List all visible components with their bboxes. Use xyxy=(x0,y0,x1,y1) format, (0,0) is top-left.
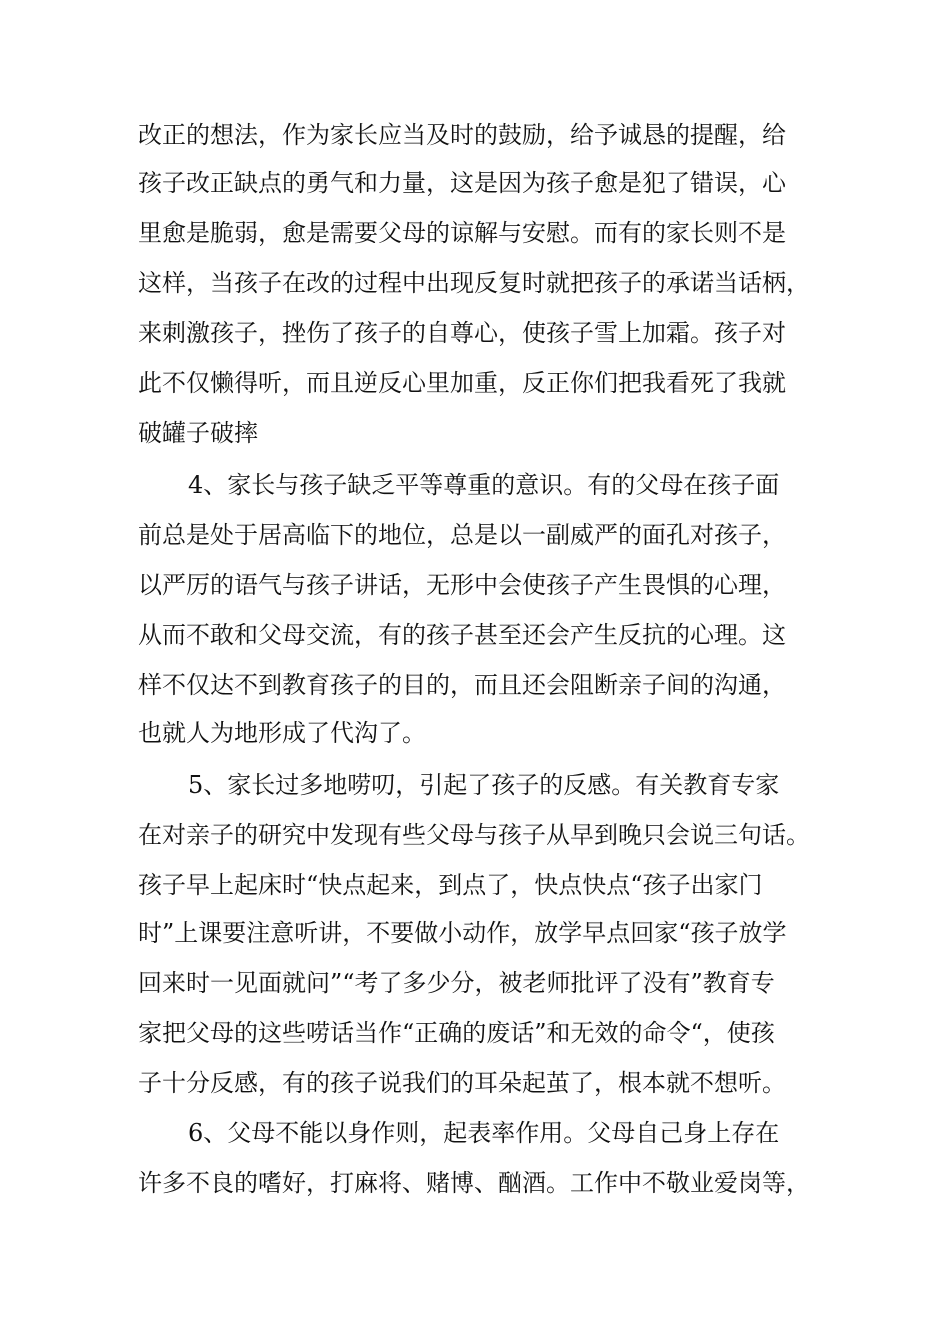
text-line: 回来时一见面就问”“考了多少分，被老师批评了没有”教育专 xyxy=(138,969,775,997)
text-line: 以严厉的语气与孩子讲话，无形中会使孩子产生畏惧的心理， xyxy=(138,571,786,599)
text-line: 也就人为地形成了代沟了。 xyxy=(138,719,426,747)
text-line: 家把父母的这些唠话当作“正确的废话”和无效的命令“，使孩 xyxy=(138,1019,775,1047)
text-line: 孩子早上起床时“快点起来，到点了，快点快点“孩子出家门 xyxy=(138,871,763,899)
text-line: 这样，当孩子在改的过程中出现反复时就把孩子的承诺当话柄， xyxy=(138,269,810,297)
text-line: 在对亲子的研究中发现有些父母与孩子从早到晚只会说三句话。 xyxy=(138,821,810,849)
text-line: 来刺激孩子，挫伤了孩子的自尊心，使孩子雪上加霜。孩子对 xyxy=(138,319,786,347)
text-line: 从而不敢和父母交流，有的孩子甚至还会产生反抗的心理。这 xyxy=(138,621,786,649)
paragraph-first-line: 4、家长与孩子缺乏平等尊重的意识。有的父母在孩子面 xyxy=(188,471,780,499)
text-line: 里愈是脆弱，愈是需要父母的谅解与安慰。而有的家长则不是 xyxy=(138,219,786,247)
text-line: 孩子改正缺点的勇气和力量，这是因为孩子愈是犯了错误，心 xyxy=(138,169,786,197)
text-line: 子十分反感，有的孩子说我们的耳朵起茧了，根本就不想听。 xyxy=(138,1069,786,1097)
text-line: 样不仅达不到教育孩子的目的，而且还会阻断亲子间的沟通， xyxy=(138,671,786,699)
text-line: 破罐子破摔 xyxy=(138,419,258,447)
paragraph-first-line: 6、父母不能以身作则，起表率作用。父母自己身上存在 xyxy=(188,1119,780,1147)
text-line: 此不仅懒得听，而且逆反心里加重，反正你们把我看死了我就 xyxy=(138,369,786,397)
text-line: 许多不良的嗜好，打麻将、赌博、酗酒。工作中不敬业爱岗等， xyxy=(138,1169,810,1197)
text-line: 前总是处于居高临下的地位，总是以一副威严的面孔对孩子， xyxy=(138,521,786,549)
text-line: 改正的想法，作为家长应当及时的鼓励，给予诚恳的提醒，给 xyxy=(138,121,786,149)
text-line: 时”上课要注意听讲，不要做小动作，放学早点回家“孩子放学 xyxy=(138,919,787,947)
paragraph-first-line: 5、家长过多地唠叨，引起了孩子的反感。有关教育专家 xyxy=(188,771,780,799)
